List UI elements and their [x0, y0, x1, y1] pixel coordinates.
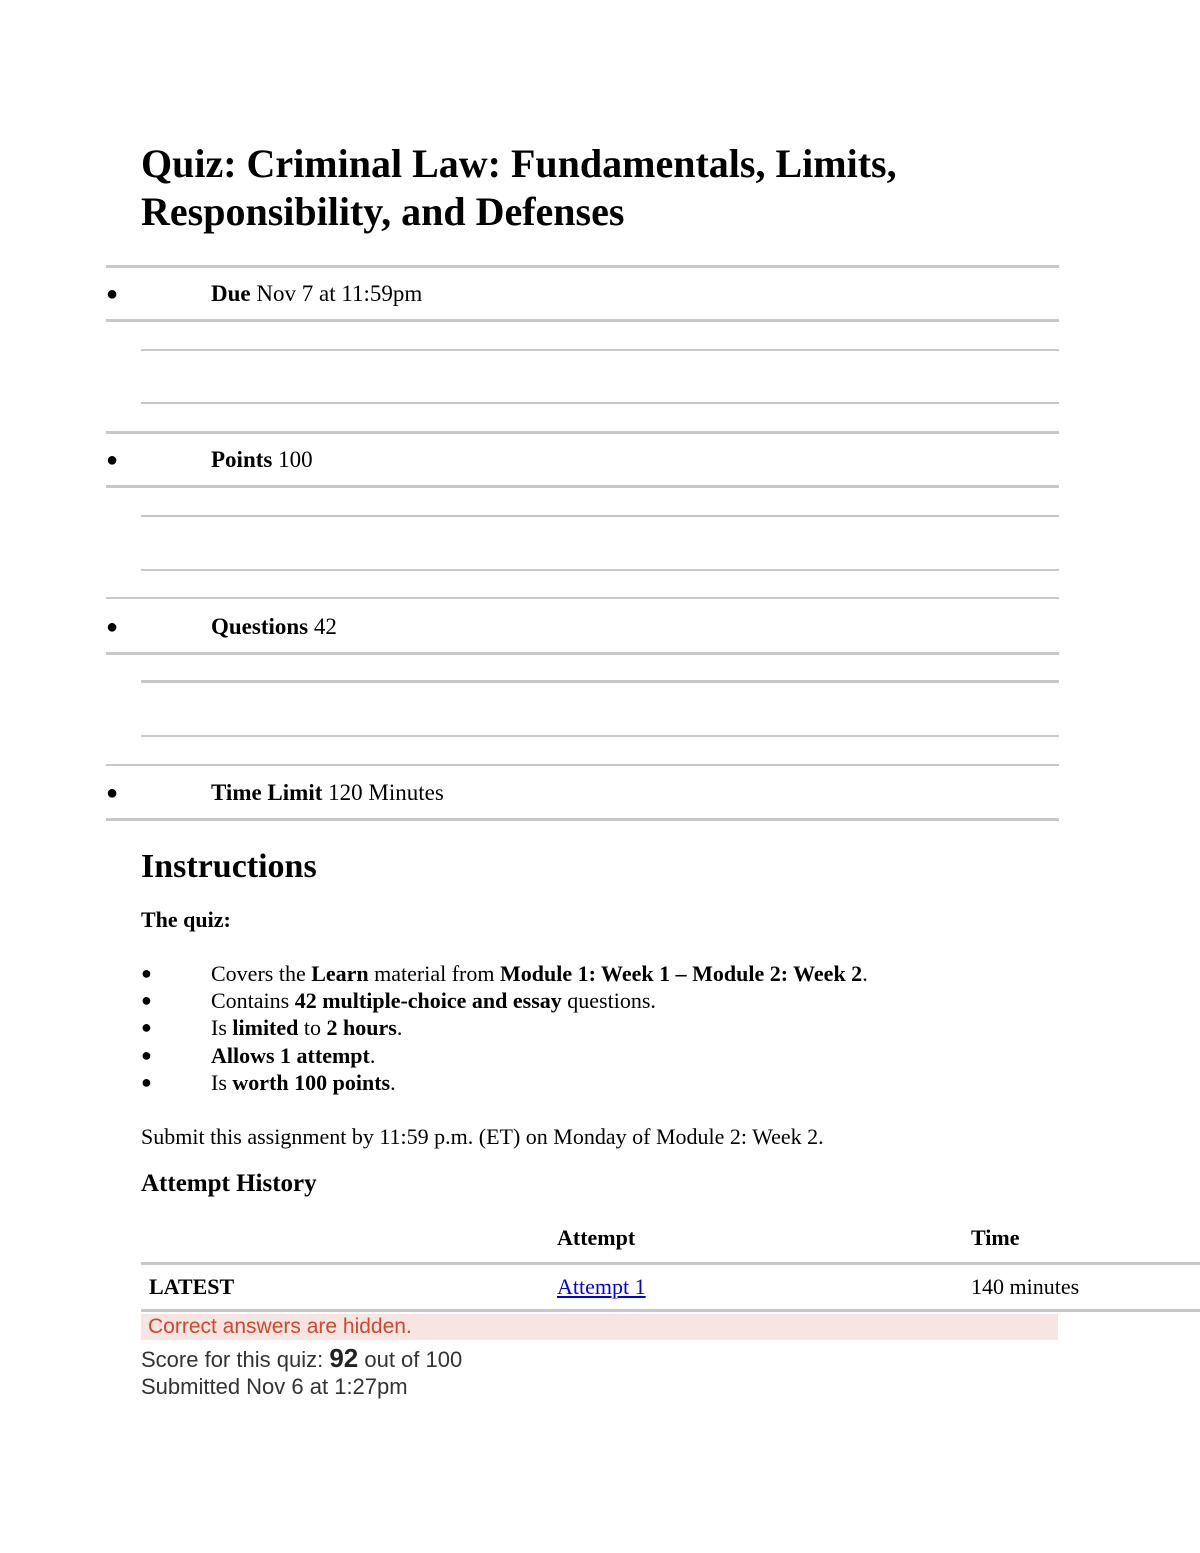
detail-points [106, 445, 1058, 475]
detail-value: 120 Minutes [328, 780, 444, 805]
detail-label: Points [211, 447, 273, 472]
detail-label: Questions [211, 614, 309, 639]
detail-label: Time Limit [211, 780, 323, 805]
submitted-timestamp: Submitted Nov 6 at 1:27pm [141, 1374, 408, 1399]
table-header-divider [141, 1262, 1200, 1265]
divider [141, 569, 1059, 571]
instructions-intro: The quiz: [141, 907, 231, 932]
divider [106, 319, 1059, 322]
divider [106, 597, 1059, 599]
detail-due [106, 279, 1058, 309]
latest-label: LATEST [149, 1274, 235, 1299]
attempt-time: 140 minutes [971, 1274, 1080, 1299]
bullet-icon: ● [106, 283, 119, 305]
divider [106, 652, 1059, 655]
detail-time-limit [106, 778, 1058, 808]
divider [141, 402, 1059, 404]
score-value: 92 [329, 1343, 359, 1373]
divider [106, 818, 1059, 821]
divider [106, 265, 1059, 268]
divider [141, 515, 1059, 517]
page-title: Quiz: Criminal Law: Fundamentals, Limits, Responsibility, and Defenses [141, 141, 897, 234]
column-header-attempt: Attempt [557, 1225, 636, 1250]
instructions-heading: Instructions [141, 848, 317, 885]
bullet-icon: ● [141, 990, 152, 1011]
divider [141, 680, 1059, 683]
bullet-icon: ● [106, 782, 119, 804]
divider [106, 431, 1059, 434]
detail-questions [106, 612, 1058, 642]
bullet-icon: ● [106, 616, 119, 638]
detail-value: Nov 7 at 11:59pm [256, 281, 423, 306]
detail-label: Due [211, 281, 251, 306]
divider [106, 485, 1059, 488]
attempt-history-heading: Attempt History [141, 1170, 317, 1197]
divider [141, 735, 1059, 737]
bullet-icon: ● [141, 1071, 152, 1092]
bullet-icon: ● [141, 1017, 152, 1038]
attempt-1-link[interactable]: Attempt 1 [557, 1274, 646, 1299]
bullet-icon: ● [141, 963, 152, 983]
table-row-divider [141, 1309, 1200, 1312]
detail-value: 100 [278, 447, 313, 472]
submit-note: Submit this assignment by 11:59 p.m. (ET) on Monday of Module 2: Week 2. [141, 1124, 824, 1149]
answers-hidden-notice: Correct answers are hidden. [141, 1314, 1058, 1340]
quiz-score: Score for this quiz: 92 out of 100 [141, 1343, 463, 1373]
bullet-icon: ● [141, 1044, 152, 1065]
bullet-icon: ● [106, 449, 119, 471]
detail-value: 42 [313, 614, 337, 639]
column-header-time: Time [971, 1225, 1020, 1250]
divider [106, 764, 1059, 766]
divider [141, 349, 1059, 351]
